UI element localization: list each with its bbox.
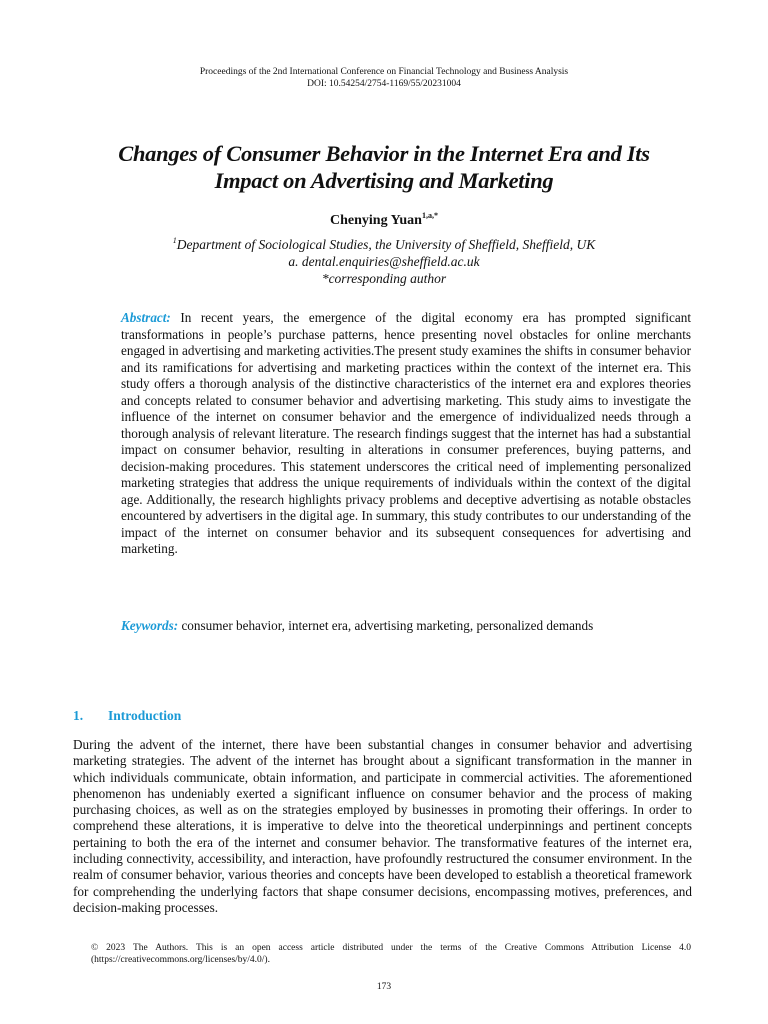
affiliation-department: Department of Sociological Studies, the University of Sheffield, Sheffield, UK xyxy=(176,237,596,252)
introduction-paragraph: During the advent of the internet, there have been substantial changes in consumer behavior and advertising marketing strategies. The advent of the internet has brought about a significant transformation in the manner in which individuals communicate, obtain information, and participate in commercial activities. The aforementioned phenomenon has undeniably exerted a significant influence on consumer behavior and the process of making purchasing choices, as well as on the strategies employed by businesses in promoting their offerings. In order to comprehend these alterations, it is imperative to delve into the theoretical underpinnings and pertinent concepts pertaining to both the era of the internet and consumer behavior. The transformative features of the internet era, including connectivity, accessibility, and interaction, have profoundly restructured the consumer environment. In the realm of consumer behavior, various theories and concepts have been developed to establish a theoretical framework for comprehending the underlying factors that shape consumer decisions, encompassing motives, preferences, and decision-making processes. xyxy=(73,737,692,915)
keywords-paragraph xyxy=(121,618,721,635)
section-number: 1. xyxy=(73,708,84,723)
page-number: 173 xyxy=(376,982,392,992)
author-superscript: 1,a,* xyxy=(421,211,438,220)
license-footnote: © 2023 The Authors. This is an open access article distributed under the terms of the Creative Commons Attribution License 4.0 (https://creativecommons.org/licenses/by/4.0/). xyxy=(91,943,691,965)
author-name: Chenying Yuan xyxy=(330,213,422,228)
title-line-2: Impact on Advertising and Marketing xyxy=(214,168,554,193)
abstract-text: In recent years, the emergence of the digital economy era has prompted significant transformations in people’s purchase patterns, hence presenting novel obstacles for online merchants engaged in advertising and marketing activities.The present study examines the shifts in consumer behavior and its ramifications for advertising and marketing practices within the context of the internet era. This study offers a thorough analysis of the distinctive characteristics of the internet era and explores theories and concepts related to consumer behavior and advertising marketing. This study aims to investigate the influence of the internet on consumer behavior and the emergence of individualized needs through a thorough analysis of relevant literature. The research findings suggest that the internet has had a substantial impact on consumer behavior, resulting in alterations in consumer preferences, buying patterns, and decision-making procedures. This statement underscores the critical need of implementing personalized marketing strategies that address the unique requirements of individuals within the context of the digital age. Additionally, the research highlights privacy problems and deceptive advertising as notable obstacles encountered by advertisers in the digital age. In summary, this study contributes to our understanding of the impact of the internet on consumer behavior and its subsequent consequences for advertising and marketing. xyxy=(121,310,691,556)
corresponding-note: *corresponding author xyxy=(321,271,447,286)
running-header xyxy=(0,66,768,90)
keywords-label: Keywords: xyxy=(121,618,179,633)
affiliation-line xyxy=(0,236,768,253)
abstract-label: Abstract: xyxy=(121,310,171,325)
author-line xyxy=(0,212,768,230)
abstract-paragraph xyxy=(121,310,691,558)
doi-line: DOI: 10.54254/2754-1169/55/20231004 xyxy=(307,79,461,89)
affiliation-superscript: 1 xyxy=(172,236,177,245)
proceedings-line: Proceedings of the 2nd International Conference on Financial Technology and Business Analysis xyxy=(199,67,569,77)
section-heading-introduction xyxy=(73,707,673,724)
title-line-1: Changes of Consumer Behavior in the Internet Era and Its xyxy=(118,141,650,166)
author-email[interactable]: a. dental.enquiries@sheffield.ac.uk xyxy=(288,254,480,269)
section-title: Introduction xyxy=(108,708,182,723)
keywords-text: consumer behavior, internet era, advertising marketing, personalized demands xyxy=(181,618,594,633)
affiliation-block xyxy=(0,236,768,287)
paper-title xyxy=(60,140,708,194)
